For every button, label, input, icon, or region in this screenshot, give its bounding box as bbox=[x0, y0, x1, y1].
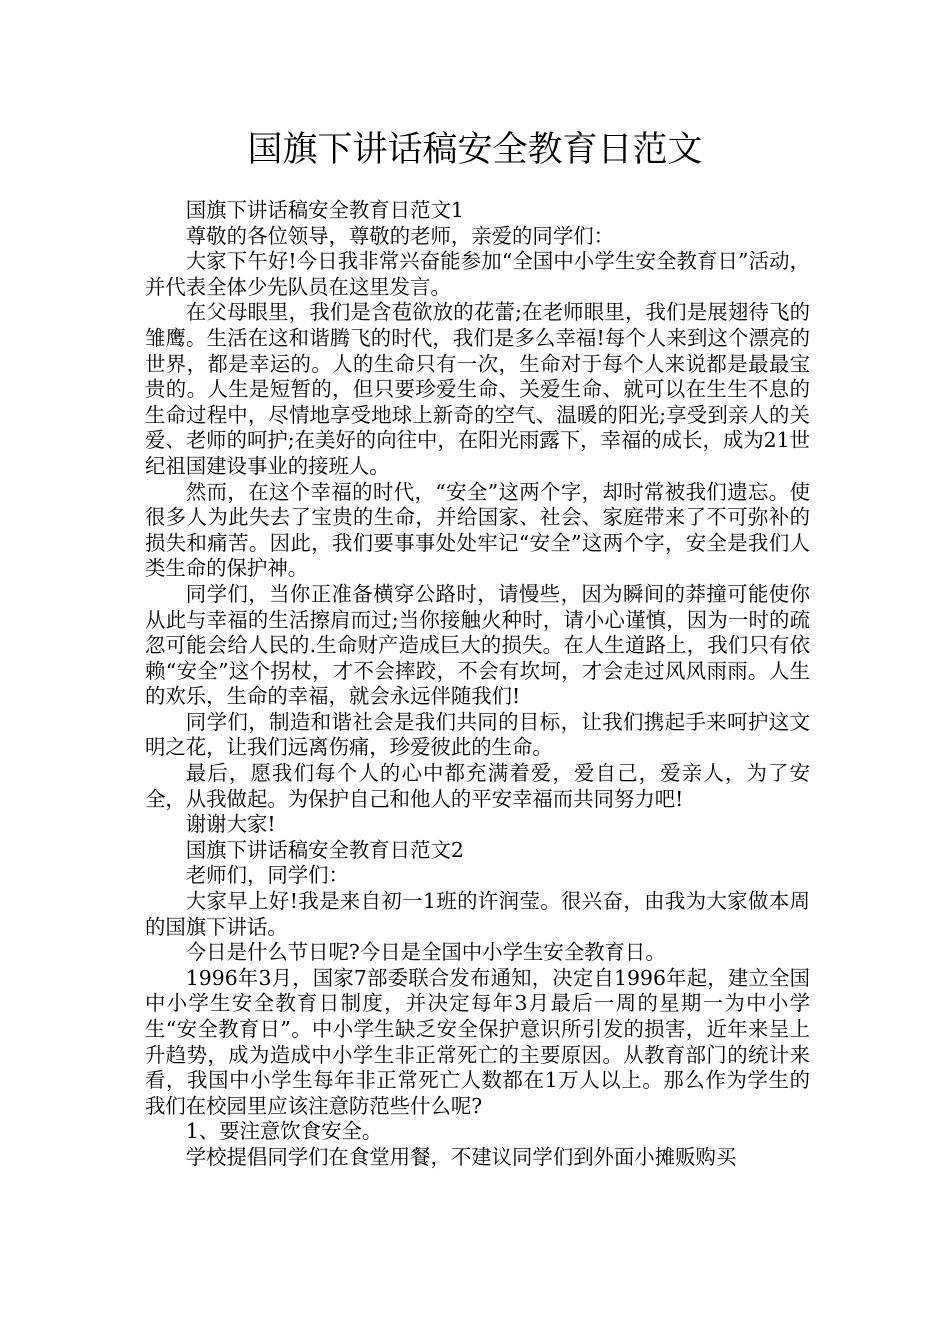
paragraph: 学校提倡同学们在食堂用餐，不建议同学们到外面小摊贩购买 bbox=[185, 1144, 737, 1169]
list-item-heading: 1、要注意饮食安全。 bbox=[185, 1119, 383, 1144]
paragraph: 1996年3月，国家7部委联合发布通知，决定自1996年起，建立全国中小学生安全教育日制度，并决定每年3月最后一周的星期一为中小学生“安全教育日”。中小学生缺乏安全保护意识所引发的损害，近年来呈上升趋势，成为造成中小学生非正常死亡的主要原因。从教育部门的统计来看，我国中小学生每年非正常死亡人数都在1万人以上。那么作为学生的我们在校园里应该注意防范些什么呢? bbox=[145, 965, 810, 1118]
heading-sample-1: 国旗下讲话稿安全教育日范文1 bbox=[185, 198, 464, 222]
closing-thanks: 谢谢大家! bbox=[185, 812, 276, 837]
paragraph: 大家下午好!今日我非常兴奋能参加“全国中小学生安全教育日”活动，并代表全体少先队员在这里发言。 bbox=[145, 249, 810, 299]
document-title: 国旗下讲话稿安全教育日范文 bbox=[247, 130, 703, 170]
paragraph: 同学们，制造和谐社会是我们共同的目标，让我们携起手来呵护这文明之花，让我们远离伤痛，珍爱彼此的生命。 bbox=[145, 709, 810, 760]
heading-sample-2: 国旗下讲话稿安全教育日范文2 bbox=[185, 837, 464, 862]
salutation-2: 老师们，同学们： bbox=[185, 863, 349, 888]
paragraph: 今日是什么节日呢?今日是全国中小学生安全教育日。 bbox=[185, 940, 666, 965]
paragraph: 最后，愿我们每个人的心中都充满着爱，爱自己，爱亲人，为了安全，从我做起。为保护自己和他人的平安幸福而共同努力吧! bbox=[145, 761, 810, 811]
paragraph: 同学们，当你正准备横穿公路时，请慢些，因为瞬间的莽撞可能使你从此与幸福的生活擦肩而过;当你接触火种时，请小心谨慎，因为一时的疏忽可能会给人民的.生命财产造成巨大的损失。在人生道路上，我们只有依赖“安全”这个拐杖，才不会摔跤，不会有坎坷，才会走过风风雨雨。人生的欢乐，生命的幸福，就会永远伴随我们! bbox=[145, 581, 810, 709]
salutation-1: 尊敬的各位领导，尊敬的老师，亲爱的同学们： bbox=[185, 223, 614, 248]
document-body bbox=[145, 198, 810, 1171]
paragraph: 大家早上好!我是来自初一1班的许润莹。很兴奋，由我为大家做本周的国旗下讲话。 bbox=[145, 889, 810, 939]
paragraph: 然而，在这个幸福的时代，“安全”这两个字，却时常被我们遗忘。使很多人为此失去了宝贵的生命，并给国家、社会、家庭带来了不可弥补的损失和痛苦。因此，我们要事事处处牢记“安全”这两个字，安全是我们人类生命的保护神。 bbox=[145, 479, 810, 581]
paragraph: 在父母眼里，我们是含苞欲放的花蕾;在老师眼里，我们是展翅待飞的雏鹰。生活在这和谐腾飞的时代，我们是多么幸福!每个人来到这个漂亮的世界，都是幸运的。人的生命只有一次，生命对于每个人来说都是最最宝贵的。人生是短暂的，但只要珍爱生命、关爱生命、就可以在生生不息的生命过程中，尽情地享受地球上新奇的空气、温暖的阳光;享受到亲人的关爱、老师的呵护;在美好的向往中，在阳光雨露下，幸福的成长，成为21世纪祖国建设事业的接班人。 bbox=[145, 300, 810, 478]
